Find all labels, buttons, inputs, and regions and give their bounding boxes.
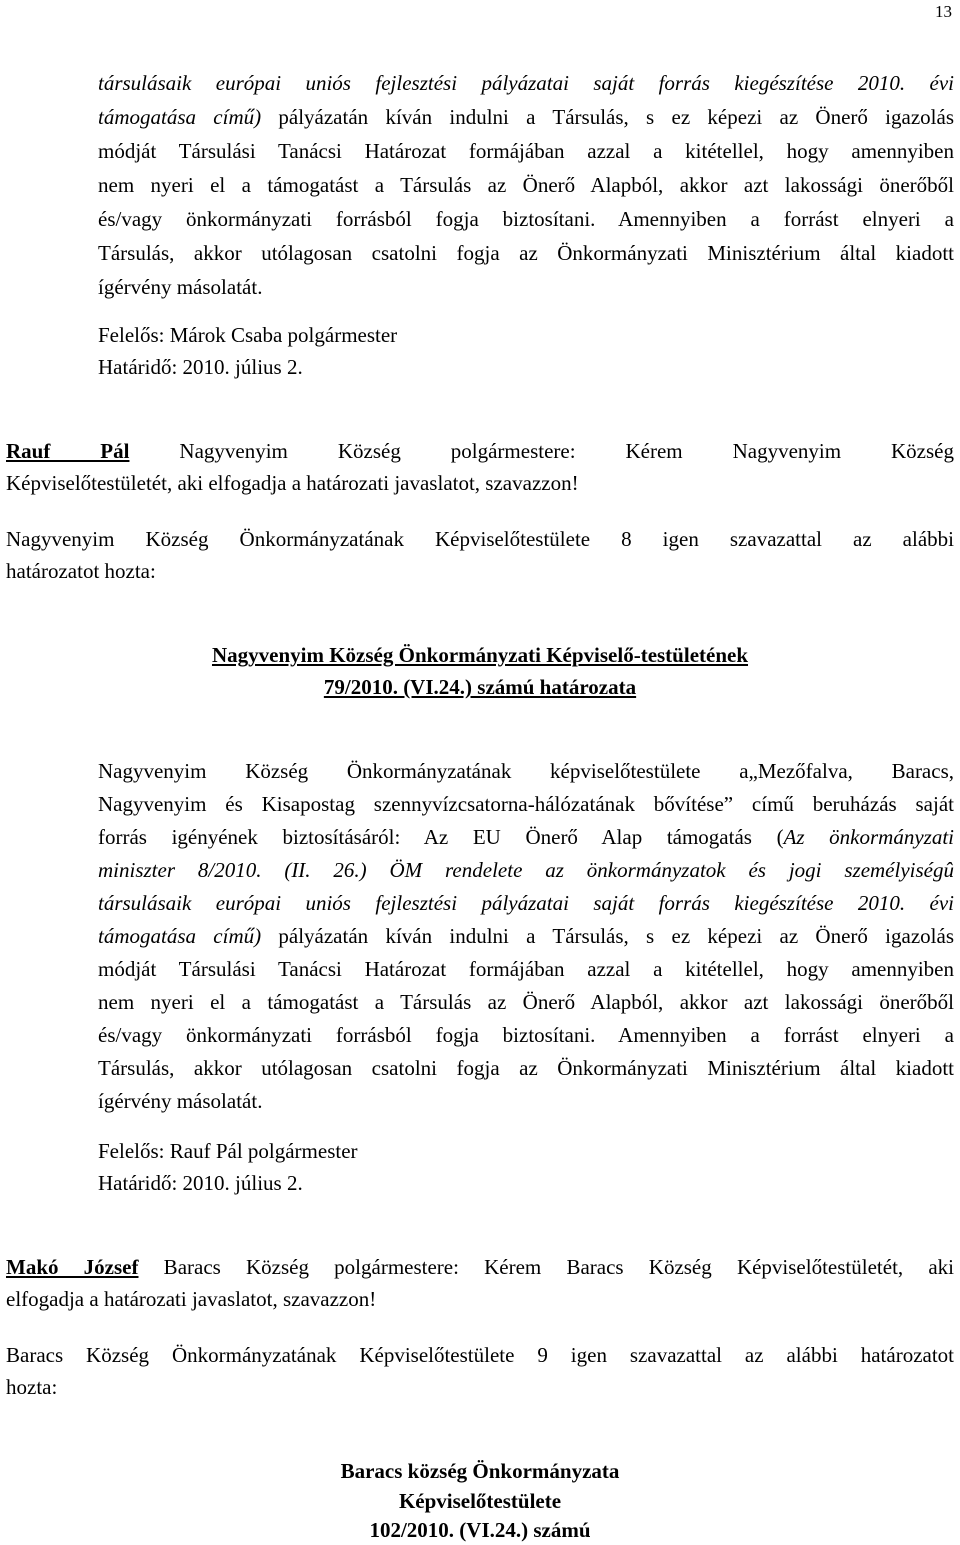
- speech1-line1: Rauf Pál Nagyvenyim Község polgármestere: Kérem Nagyvenyim Község: [6, 439, 954, 463]
- block1-line4: nem nyeri el a támogatást a Társulás az Önerő Alapból, akkor azt lakossági önerőből: [98, 173, 954, 197]
- block2-line1: Nagyvenyim Község Önkormányzatának képviselőtestülete a„Mezőfalva, Baracs,: [98, 759, 954, 783]
- block2-line3: forrás igényének biztosításáról: Az EU Önerő Alap támogatás (Az önkormányzati: [98, 825, 954, 849]
- speaker-name: Makó József: [6, 1255, 139, 1279]
- block1-line3: módját Társulási Tanácsi Határozat formájában azzal a kitétellel, hogy amennyiben: [98, 139, 954, 163]
- block2-line6: támogatása című) pályázatán kíván indulni a Társulás, s ez képezi az Önerő igazolás: [98, 924, 954, 948]
- vote1-line2: határozatot hozta:: [6, 559, 156, 583]
- vote2-line1: Baracs Község Önkormányzatának Képviselőtestülete 9 igen szavazattal az alábbi határozatot: [6, 1343, 954, 1367]
- resolution2-title: Baracs község Önkormányzata: [340, 1459, 620, 1483]
- block1-line6: Társulás, akkor utólagosan csatolni fogja az Önkormányzati Minisztérium által kiadott: [98, 241, 954, 265]
- block2-line8: nem nyeri el a támogatást a Társulás az Önerő Alapból, akkor azt lakossági önerőből: [98, 990, 954, 1014]
- speaker-name: Rauf Pál: [6, 439, 130, 463]
- block2-line11: ígérvény másolatát.: [98, 1089, 263, 1113]
- block2-line2: Nagyvenyim és Kisapostag szennyvízcsatorna-hálózatának bővítése” című beruházás saját: [98, 792, 954, 816]
- speech2-line2: elfogadja a határozati javaslatot, szavazzon!: [6, 1287, 377, 1311]
- resolution1-title: Nagyvenyim Község Önkormányzati Képviselő-testületének: [211, 643, 749, 667]
- cited-title-end: támogatása című): [98, 105, 262, 129]
- block2-line9: és/vagy önkormányzati forrásból fogja biztosítani. Amennyiben a forrást elnyeri a: [98, 1023, 954, 1047]
- block2-responsible: Felelős: Rauf Pál polgármester: [98, 1139, 358, 1163]
- block2-deadline: Határidő: 2010. július 2.: [98, 1171, 303, 1195]
- vote2-line2: hozta:: [6, 1375, 58, 1399]
- resolution2-number: 102/2010. (VI.24.) számú: [369, 1518, 591, 1542]
- block1-line5: és/vagy önkormányzati forrásból fogja biztosítani. Amennyiben a forrást elnyeri a: [98, 207, 954, 231]
- resolution2-subtitle: Képviselőtestülete: [398, 1489, 562, 1513]
- resolution1-number: 79/2010. (VI.24.) számú határozata: [323, 675, 637, 699]
- block1-responsible: Felelős: Márok Csaba polgármester: [98, 323, 398, 347]
- vote1-line1: Nagyvenyim Község Önkormányzatának Képviselőtestülete 8 igen szavazattal az alábbi: [6, 527, 954, 551]
- block2-line4: miniszter 8/2010. (II. 26.) ÖM rendelete az önkormányzatok és jogi személyiségû: [98, 858, 954, 882]
- speech1-line2: Képviselőtestületét, aki elfogadja a határozati javaslatot, szavazzon!: [6, 471, 579, 495]
- block2-line7: módját Társulási Tanácsi Határozat formájában azzal a kitétellel, hogy amennyiben: [98, 957, 954, 981]
- block1-line2: támogatása című) pályázatán kíván indulni a Társulás, s ez képezi az Önerő igazolás: [98, 105, 954, 129]
- cited-title-start: Az önkormányzati: [783, 825, 954, 849]
- block2-line5: társulásaik európai uniós fejlesztési pályázatai saját forrás kiegészítése 2010. évi: [98, 891, 954, 915]
- speech2-line1: Makó József Baracs Község polgármestere: Kérem Baracs Község Képviselőtestületét, aki: [6, 1255, 954, 1279]
- block1-deadline: Határidő: 2010. július 2.: [98, 355, 303, 379]
- block1-line7: ígérvény másolatát.: [98, 275, 263, 299]
- block2-line10: Társulás, akkor utólagosan csatolni fogja az Önkormányzati Minisztérium által kiadott: [98, 1056, 954, 1080]
- page-number: 13: [935, 2, 952, 21]
- block1-line1: társulásaik európai uniós fejlesztési pályázatai saját forrás kiegészítése 2010. évi: [98, 71, 954, 95]
